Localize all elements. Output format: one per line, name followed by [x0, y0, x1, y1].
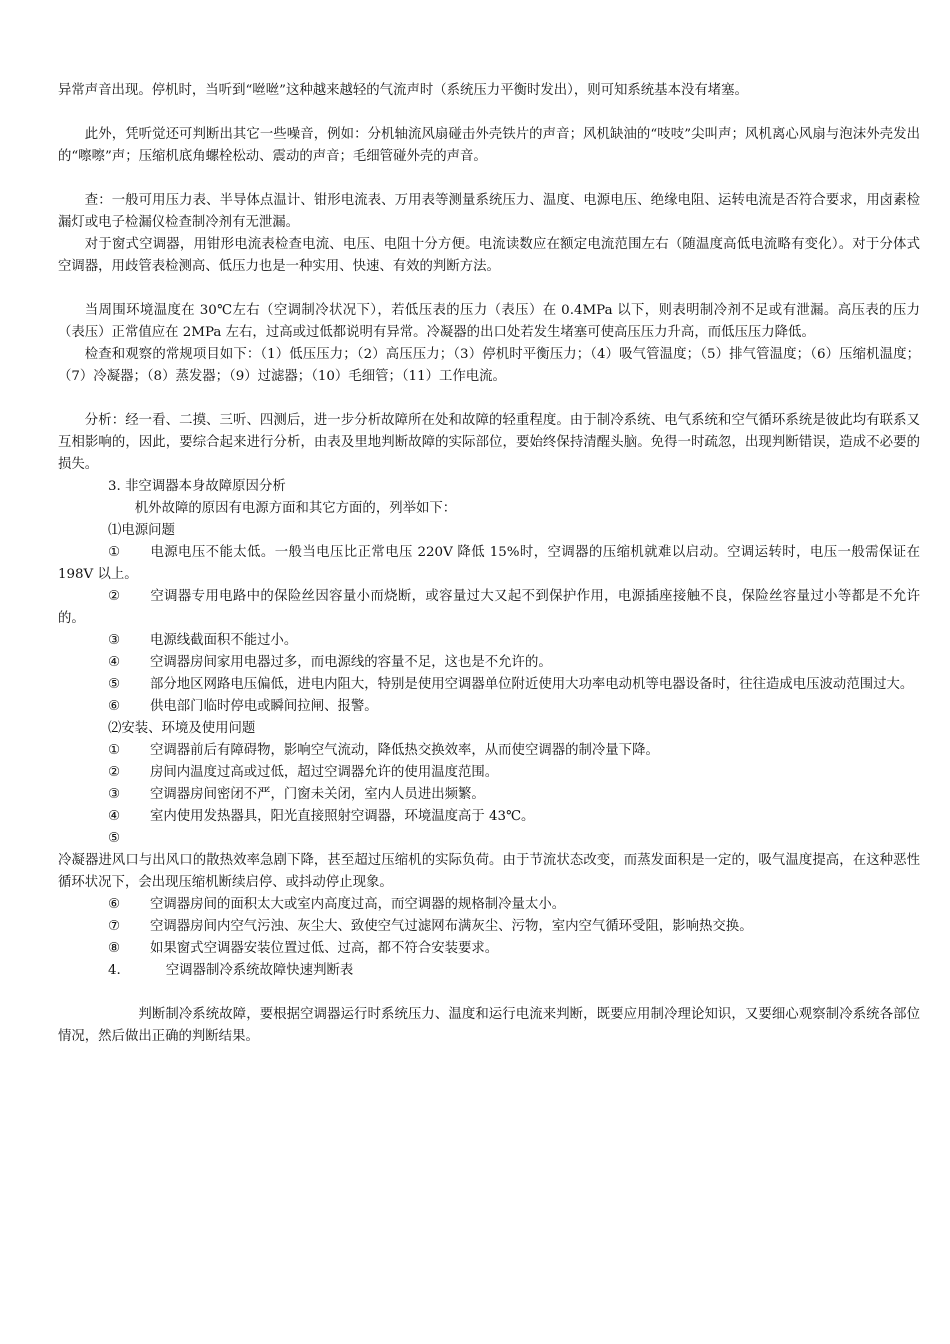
paragraph-pressure: 当周围环境温度在 30℃左右（空调制冷状况下），若低压表的压力（表压）在 0.4MPa 以下，则表明制冷剂不足或有泄漏。高压表的压力（表压）正常值应在 2MPa 左右，过高或过低都说明有异常。冷凝器的出口处若发生堵塞可使高压压力升高，而低压压力降低。 — [58, 303, 920, 340]
item-number: ③ — [108, 787, 121, 802]
item-number: ④ — [108, 809, 121, 824]
list-item-number-only — [58, 828, 920, 850]
power-issue-list — [58, 542, 920, 718]
paragraph-noise-end: 异常声音出现。停机时，当听到“咝咝”这种越来越轻的气流声时（系统压力平衡时发出），则可知系统基本没有堵塞。 — [58, 83, 748, 98]
item-number: ⑦ — [108, 919, 121, 934]
list-item — [58, 652, 920, 674]
item-number: ⑤ — [108, 677, 121, 692]
list-item — [58, 586, 920, 630]
list-item — [58, 784, 920, 806]
list-item — [58, 806, 920, 828]
item-text: 空调器专用电路中的保险丝因容量小而烧断，或容量过大又起不到保护作用，电源插座接触不良，保险丝容量过小等都是不允许的。 — [58, 589, 920, 626]
item-number: ② — [108, 765, 121, 780]
list-item-5-text: 冷凝器进风口与出风口的散热效率急剧下降，甚至超过压缩机的实际负荷。由于节流状态改变，而蒸发面积是一定的，吸气温度提高，在这种恶性循环状况下，会出现压缩机断续启停、或抖动停止现象。 — [58, 853, 920, 890]
paragraph-other-noises: 此外，凭听觉还可判断出其它一些噪音，例如：分机轴流风扇碰击外壳铁片的声音；风机缺油的“吱吱”尖叫声；风机离心风扇与泡沫外壳发出的“嚓嚓”声；压缩机底角螺栓松动、震动的声音；毛细管碰外壳的声音。 — [58, 127, 920, 164]
item-text: 如果窗式空调器安装位置过低、过高，都不符合安装要求。 — [150, 941, 499, 956]
list-item — [58, 916, 920, 938]
list-item — [58, 696, 920, 718]
paragraph-analysis: 分析：经一看、二摸、三听、四测后，进一步分析故障所在处和故障的轻重程度。由于制冷系统、电气系统和空气循环系统是彼此均有联系又互相影响的，因此，要综合起来进行分析，由表及里地判断故障的实际部位，要始终保持清醒头脑。免得一时疏忽，出现判断错误，造成不必要的损失。 — [58, 413, 920, 472]
list-item — [58, 762, 920, 784]
item-text: 房间内温度过高或过低，超过空调器允许的使用温度范围。 — [150, 765, 499, 780]
environment-issue-list — [58, 740, 920, 960]
item-text: 部分地区网路电压偏低，进电内阻大，特别是使用空调器单位附近使用大功率电动机等电器设备时，往往造成电压波动范围过大。 — [150, 677, 914, 692]
item-text: 电源电压不能太低。一般当电压比正常电压 220V 降低 15%时，空调器的压缩机就难以启动。空调运转时，电压一般需保证在 198V 以上。 — [58, 545, 920, 582]
paragraph-window-ac: 对于窗式空调器，用钳形电流表检查电流、电压、电阻十分方便。电流读数应在额定电流范围左右（随温度高低电流略有变化）。对于分体式空调器，用歧管表检测高、低压力也是一种实用、快速、有效的判断方法。 — [58, 237, 920, 274]
list-item — [58, 630, 920, 652]
section-heading-4 — [58, 960, 920, 982]
paragraph-check: 查：一般可用压力表、半导体点温计、钳形电流表、万用表等测量系统压力、温度、电源电压、绝缘电阻、运转电流是否符合要求，用卤素检漏灯或电子检漏仪检查制冷剂有无泄漏。 — [58, 193, 920, 230]
subheading-environment: ⑵安装、环境及使用问题 — [108, 721, 256, 736]
section-heading-3: 3. 非空调器本身故障原因分析 — [108, 479, 286, 494]
list-item — [58, 542, 920, 586]
paragraph-check-items: 检查和观察的常规项目如下：（1）低压压力；（2）高压压力；（3）停机时平衡压力；（4）吸气管温度；（5）排气管温度；（6）压缩机温度；（7）冷凝器；（8）蒸发器；（9）过滤器；（10）毛细管；（11）工作电流。 — [58, 347, 920, 384]
item-number: ③ — [108, 633, 121, 648]
item-text: 空调器房间的面积太大或室内高度过高，而空调器的规格制冷量太小。 — [150, 897, 566, 912]
item-text: 室内使用发热器具，阳光直接照射空调器，环境温度高于 43℃。 — [150, 809, 535, 824]
list-item — [58, 894, 920, 916]
item-text: 空调器前后有障碍物，影响空气流动，降低热交换效率，从而使空调器的制冷量下降。 — [150, 743, 659, 758]
document-page — [58, 80, 920, 1048]
item-text: 空调器房间家用电器过多，而电源线的容量不足，这也是不允许的。 — [150, 655, 552, 670]
item-number: ① — [108, 743, 121, 758]
list-item — [58, 674, 920, 696]
item-number: ⑥ — [108, 897, 121, 912]
item-text: 空调器房间密闭不严，门窗未关闭，室内人员进出频繁。 — [150, 787, 485, 802]
item-number: ② — [108, 589, 121, 604]
item-number: ⑥ — [108, 699, 121, 714]
paragraph-conclusion: 判断制冷系统故障，要根据空调器运行时系统压力、温度和运行电流来判断，既要应用制冷理论知识，又要细心观察制冷系统各部位情况，然后做出正确的判断结果。 — [58, 1007, 920, 1044]
item-number: ④ — [108, 655, 121, 670]
subheading-power: ⑴电源问题 — [108, 523, 175, 538]
paragraph-intro-causes: 机外故障的原因有电源方面和其它方面的，列举如下： — [134, 501, 457, 516]
item-number: ⑧ — [108, 941, 121, 956]
list-item — [58, 938, 920, 960]
item-text: 电源线截面积不能过小。 — [150, 633, 298, 648]
heading-number: 4. — [108, 963, 121, 978]
heading-text: 空调器制冷系统故障快速判断表 — [165, 963, 354, 978]
item-number: ⑤ — [108, 831, 121, 846]
item-text: 空调器房间内空气污浊、灰尘大、致使空气过滤网布满灰尘、污物，室内空气循环受阻，影响热交换。 — [150, 919, 753, 934]
item-number: ① — [108, 545, 121, 560]
list-item — [58, 740, 920, 762]
item-text: 供电部门临时停电或瞬间拉闸、报警。 — [150, 699, 378, 714]
